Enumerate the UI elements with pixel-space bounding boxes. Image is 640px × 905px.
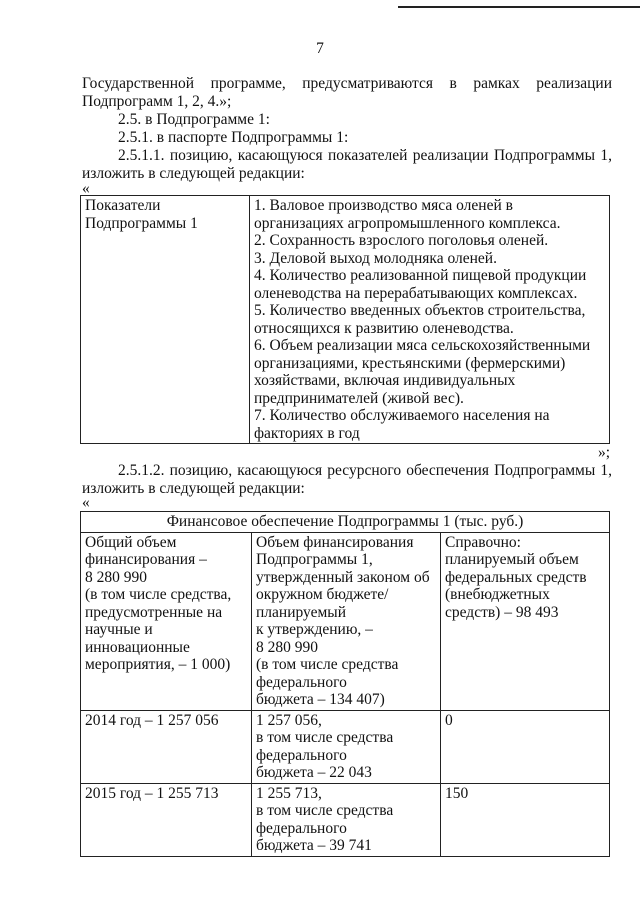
indicator-item: 5. Количество введенных объектов строительства, относящихся к развитию оленеводства.	[254, 302, 586, 337]
table-row	[81, 783, 610, 856]
text-line-1: Государственной программе, предусматриваются в рамках реализации	[82, 75, 612, 92]
indicator-item: 1. Валовое производство мяса оленей в организациях агропромышленного комплекса.	[254, 197, 561, 232]
finance-table-title: Финансовое обеспечение Подпрограммы 1 (тыс. руб.)	[81, 512, 610, 533]
top-rule	[398, 6, 640, 8]
indicators-list	[250, 196, 610, 444]
text-line-6: изложить в следующей редакции:	[82, 165, 305, 182]
indicator-item: 2. Сохранность взрослого поголовья оленей.	[254, 232, 549, 249]
indicator-item: 6. Объем реализации мяса сельскохозяйственными организациями, крестьянскими (фермерскими) хозяйствами, включая индивидуальных предпринимателей (живой вес).	[254, 337, 591, 407]
indicators-table	[80, 195, 610, 444]
reference-value-cell: 150	[441, 783, 610, 856]
finance-table	[80, 511, 610, 857]
year-cell: 2014 год – 1 257 056	[81, 710, 252, 783]
quote-open-2: «	[82, 494, 90, 511]
finance-reference-cell: Справочно: планируемый объем федеральных средств (внебюджетных средств) – 98 493	[441, 532, 610, 710]
finance-approved-cell: Объем финансирования Подпрограммы 1, утвержденный законом об окружном бюджете/ планируемый к утверждению, – 8 280 990 (в том числе средства федерального бюджета – 134 407)	[252, 532, 441, 710]
indicators-label: Показатели Подпрограммы 1	[81, 196, 250, 444]
section-2-5: 2.5. в Подпрограмме 1:	[118, 111, 270, 128]
indicator-item: 3. Деловой выход молодняка оленей.	[254, 249, 497, 267]
amount-cell: 1 257 056, в том числе средства федерального бюджета – 22 043	[252, 710, 441, 783]
amount-cell: 1 255 713, в том числе средства федерального бюджета – 39 741	[252, 783, 441, 856]
year-cell: 2015 год – 1 255 713	[81, 783, 252, 856]
page-number: 7	[316, 40, 324, 57]
text-line-8: изложить в следующей редакции:	[82, 480, 305, 497]
quote-close-1: »;	[597, 444, 610, 461]
table-row	[81, 710, 610, 783]
reference-value-cell: 0	[441, 710, 610, 783]
text-line-2: Подпрограмм 1, 2, 4.»;	[82, 93, 232, 110]
section-2-5-1-1: 2.5.1.1. позицию, касающуюся показателей реализации Подпрограммы 1,	[118, 147, 612, 164]
section-2-5-1-2: 2.5.1.2. позицию, касающуюся ресурсного обеспечения Подпрограммы 1,	[118, 462, 612, 479]
quote-open-1: «	[82, 180, 90, 197]
indicator-item: 7. Количество обслуживаемого населения на факториях в год	[254, 407, 550, 442]
finance-total-cell: Общий объем финансирования – 8 280 990 (в том числе средства, предусмотренные на научные и инновационные мероприятия, – 1 000)	[81, 532, 252, 710]
section-2-5-1: 2.5.1. в паспорте Подпрограммы 1:	[118, 129, 349, 146]
indicator-item: 4. Количество реализованной пищевой продукции оленеводства на перерабатывающих комплексах.	[254, 267, 587, 302]
